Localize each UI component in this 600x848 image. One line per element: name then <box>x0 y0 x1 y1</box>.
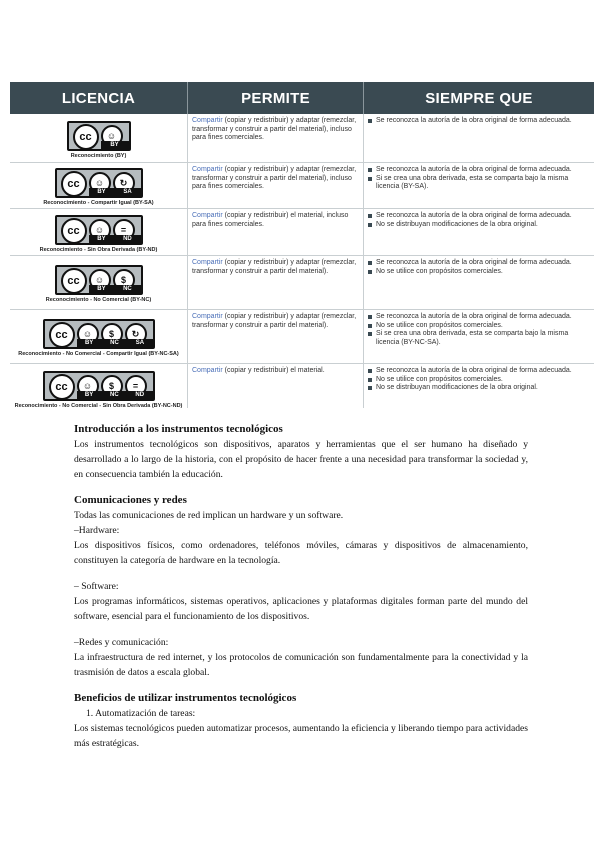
badge-tag: BY <box>110 141 119 148</box>
condition-item <box>368 384 590 393</box>
permite-text: (copiar y redistribuir) y adaptar (remezclar, transformar y construir a partir del material), incluso para fines comerciales. <box>192 117 357 141</box>
hardware-paragraph: Los dispositivos físicos, como ordenadores, teléfonos móviles, cámaras y dispositivos de almacenamiento, constituyen la categoría de hardware en la tecnología. <box>74 540 528 566</box>
condition-item <box>368 221 590 230</box>
condition-text: No se utilice con propósitos comerciales. <box>376 321 503 329</box>
condition-text: No se distribuyan modificaciones de la obra original. <box>376 220 538 228</box>
condition-text: Se reconozca la autoría de la obra original de forma adecuada. <box>376 117 572 124</box>
condition-item <box>368 166 590 175</box>
permite-cell <box>188 364 364 408</box>
bullet-square-icon <box>368 315 372 319</box>
license-cell <box>10 310 188 363</box>
bullet-square-icon <box>368 119 372 123</box>
header-siempre-que: SIEMPRE QUE <box>425 89 533 107</box>
cc-license-badge-icon: cc ☺ BY <box>67 121 131 151</box>
bullet-square-icon <box>368 168 372 172</box>
permite-highlight: Compartir <box>192 212 223 219</box>
siempre-que-cell <box>364 310 594 363</box>
permite-text: (copiar y redistribuir) y adaptar (remezclar, transformar y construir a partir del material). <box>192 259 357 275</box>
license-caption: Reconocimiento - Compartir Igual (BY-SA) <box>43 200 154 206</box>
table-row <box>10 256 594 310</box>
condition-item <box>368 376 590 385</box>
permite-highlight: Compartir <box>192 367 223 374</box>
badge-tag: BY <box>84 340 94 346</box>
bullet-square-icon <box>368 369 372 373</box>
benefits-paragraph: Los sistemas tecnológicos pueden automatizar procesos, aumentando la eficiencia y liberando tiempo para actividades más estratégicas. <box>74 723 528 749</box>
permite-text: (copiar y redistribuir) y adaptar (remezclar, transformar y construir a partir del material), incluso para fines comerciales. <box>192 166 357 190</box>
badge-tag: SA <box>123 189 132 195</box>
table-row <box>10 114 594 163</box>
bullet-square-icon <box>368 332 372 336</box>
permite-highlight: Compartir <box>192 166 223 173</box>
license-caption: Reconocimiento - Sin Obra Derivada (BY-ND) <box>39 246 158 253</box>
table-row <box>10 163 594 209</box>
siempre-que-cell <box>364 364 594 408</box>
condition-text: No se utilice con propósitos comerciales. <box>376 267 503 275</box>
communications-heading: Comunicaciones y redes <box>74 494 187 506</box>
permite-highlight: Compartir <box>192 259 223 266</box>
condition-item <box>368 212 590 221</box>
header-licencia: LICENCIA <box>10 82 188 114</box>
benefits-heading: Beneficios de utilizar instrumentos tecnológicos <box>74 692 297 704</box>
condition-text: Si se crea una obra derivada, esta se comparta bajo la misma licencia (BY-NC-SA). <box>376 330 569 346</box>
license-cell <box>10 209 188 255</box>
condition-text: Se reconozca la autoría de la obra original de forma adecuada. <box>376 367 572 374</box>
permite-cell <box>188 209 364 255</box>
badge-tag: BY <box>97 286 106 292</box>
condition-item <box>368 268 590 277</box>
software-label: – Software: <box>74 581 119 592</box>
bullet-square-icon <box>368 177 372 181</box>
bullet-square-icon <box>368 261 372 265</box>
permite-cell <box>188 256 364 309</box>
license-caption: Reconocimiento - No Comercial - Sin Obra Derivada (BY-NC-ND) <box>14 402 183 408</box>
badge-tag: NC <box>109 391 119 398</box>
bullet-square-icon <box>368 386 372 390</box>
networks-label: –Redes y comunicación: <box>74 637 169 648</box>
badge-tag: NC <box>110 340 119 346</box>
table-row <box>10 310 594 364</box>
permite-cell <box>188 310 364 363</box>
permite-highlight: Compartir <box>192 117 223 124</box>
cc-license-badge-icon: cc ☺ $ ↻ BY NC SA <box>43 319 155 349</box>
bullet-square-icon <box>368 214 372 218</box>
license-table <box>10 82 594 408</box>
condition-item <box>368 322 590 331</box>
condition-text: Se reconozca la autoría de la obra original de forma adecuada. <box>376 313 572 320</box>
badge-tag: BY <box>84 391 94 398</box>
permite-cell <box>188 163 364 208</box>
cc-license-badge-icon: cc ☺ $ BY NC <box>55 265 143 295</box>
header-permite: PERMITE <box>188 82 364 114</box>
condition-item <box>368 175 590 192</box>
table-body <box>10 114 594 408</box>
badge-tag: SA <box>135 340 145 346</box>
intro-paragraph: Los instrumentos tecnológicos son dispositivos, aparatos y herramientas que el ser humano ha diseñado y desarrollado a lo largo de la historia, con el propósito de hacer frente a una necesidad para transformar la sociedad y, en consecuencia también la educación. <box>74 439 528 480</box>
license-cell <box>10 114 188 162</box>
badge-tag: BY <box>97 235 106 242</box>
table-header <box>10 82 594 114</box>
condition-item <box>368 330 590 347</box>
bullet-square-icon <box>368 324 372 328</box>
bullet-square-icon <box>368 378 372 382</box>
condition-text: Se reconozca la autoría de la obra original de forma adecuada. <box>376 259 572 266</box>
siempre-que-cell <box>364 256 594 309</box>
cc-license-badge-icon: cc ☺ ↻ BY SA <box>55 168 143 198</box>
permite-cell <box>188 114 364 162</box>
condition-text: No se distribuyan modificaciones de la obra original. <box>376 384 538 391</box>
condition-item <box>368 367 590 376</box>
badge-tag: BY <box>97 189 106 195</box>
cc-license-badge-icon: cc ☺ $ = BY NC ND <box>43 371 155 401</box>
condition-item <box>368 313 590 322</box>
siempre-que-cell <box>364 114 594 162</box>
software-paragraph: Los programas informáticos, sistemas operativos, aplicaciones y plataformas digitales forman parte del mundo del software, esencial para el funcionamiento de los dispositivos. <box>74 596 528 622</box>
table-row <box>10 209 594 256</box>
communications-paragraph: Todas las comunicaciones de red implican un hardware y un software. <box>74 510 344 521</box>
document-body <box>74 422 528 751</box>
benefits-list-item: 1. Automatización de tareas: <box>86 708 196 719</box>
hardware-label: –Hardware: <box>74 525 120 536</box>
license-caption: Reconocimiento - No Comercial - Compartir Igual (BY-NC-SA) <box>18 351 179 357</box>
intro-heading: Introducción a los instrumentos tecnológicos <box>74 423 283 435</box>
condition-text: Se reconozca la autoría de la obra original de forma adecuada. <box>376 166 572 173</box>
permite-highlight: Compartir <box>192 313 223 320</box>
bullet-square-icon <box>368 223 372 227</box>
license-caption: Reconocimiento (BY) <box>70 152 127 159</box>
condition-text: Si se crea una obra derivada, esta se comparta bajo la misma licencia (BY-SA). <box>376 174 569 190</box>
condition-text: No se utilice con propósitos comerciales. <box>376 375 503 383</box>
license-cell <box>10 256 188 309</box>
license-cell <box>10 163 188 208</box>
bullet-square-icon <box>368 270 372 274</box>
badge-tag: ND <box>135 391 145 398</box>
license-caption: Reconocimiento - No Comercial (BY-NC) <box>45 297 152 303</box>
siempre-que-cell <box>364 209 594 255</box>
condition-item <box>368 117 590 126</box>
badge-tag: ND <box>123 235 132 242</box>
permite-text: (copiar y redistribuir) el material. <box>222 367 325 374</box>
condition-item <box>368 259 590 268</box>
cc-license-badge-icon: cc ☺ = BY ND <box>55 215 143 245</box>
permite-text: (copiar y redistribuir) y adaptar (remezclar, transformar y construir a partir del material). <box>192 313 357 329</box>
condition-text: Se reconozca la autoría de la obra original de forma adecuada. <box>376 212 572 219</box>
permite-text: (copiar y redistribuir) el material, incluso para fines comerciales. <box>192 212 349 228</box>
siempre-que-cell <box>364 163 594 208</box>
badge-tag: NC <box>123 286 132 292</box>
license-cell <box>10 364 188 408</box>
table-row <box>10 364 594 408</box>
networks-paragraph: La infraestructura de red internet, y los protocolos de comunicación son fundamentalmente para la conectividad y la trasmisión de datos a escala global. <box>74 652 528 678</box>
